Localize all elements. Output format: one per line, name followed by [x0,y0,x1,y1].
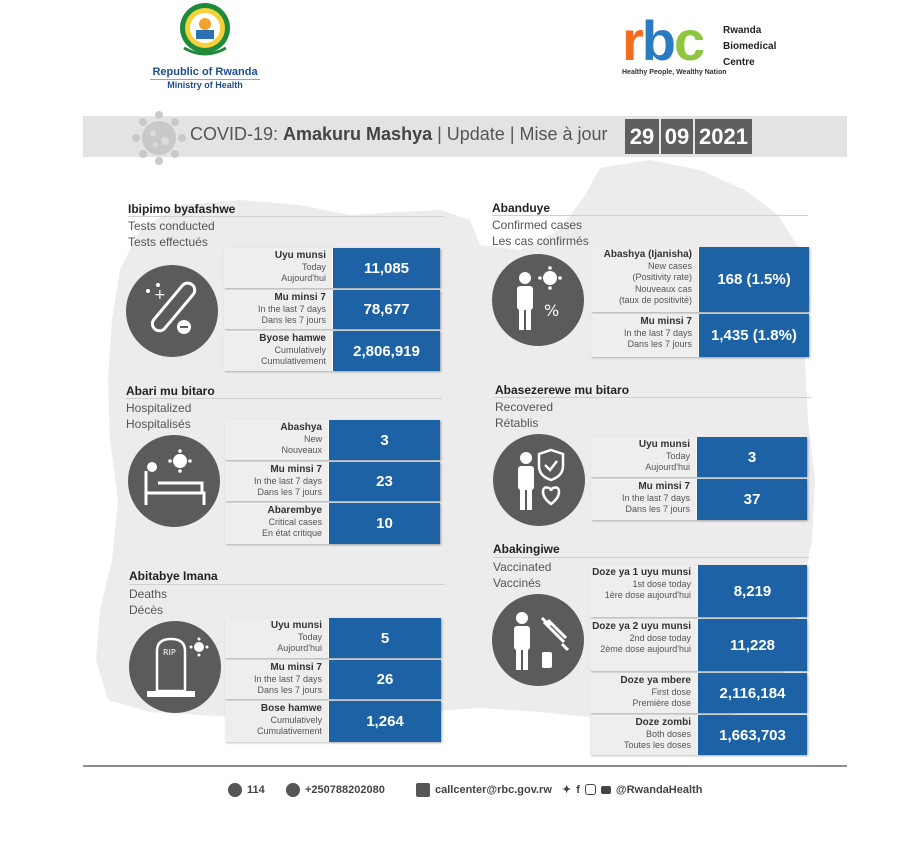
facebook-icon: f [576,783,580,796]
row-label-line: Nouveaux cas [634,283,692,294]
row-label-line: Nouveaux [281,445,322,455]
virus-icon [130,110,188,166]
table-row [224,331,440,371]
row-label-line: 1st dose today [632,578,691,589]
vaccinated-subtitle-en: Vaccinated [493,560,552,574]
row-label-line: Toutes les doses [623,740,691,750]
divider [492,215,808,216]
table-row [590,673,807,713]
row-label [591,247,699,312]
table-row [591,437,807,477]
whatsapp-icon [286,783,300,797]
person-virus-icon [492,254,584,346]
svg-text:+: + [154,287,166,303]
phone-icon [228,783,242,797]
row-label [224,331,333,371]
person-syringe-icon [492,594,584,686]
rbc-letter: b [641,9,675,72]
row-label-line: In the last 7 days [257,303,326,314]
row-label [590,715,698,755]
row-label [225,420,329,460]
divider [493,557,809,558]
deaths-subtitle-fr: Décès [129,603,164,617]
row-label [590,619,698,671]
row-label [224,290,333,329]
row-label-line: En état critique [261,528,322,538]
row-label-primary: Mu minsi 7 [640,316,692,327]
row-label-line: 2nd dose today [629,632,691,643]
svg-text:%: % [544,301,560,320]
row-label-primary: Doze ya 1 uyu munsi [592,567,691,578]
row-label-line: Aujourd'hui [277,643,322,653]
row-label-primary: Abashya [280,422,322,433]
confirmed-heading: Abanduye [492,201,551,215]
divider [129,584,445,585]
row-label [225,503,329,544]
divider [126,398,442,399]
divider [128,216,444,217]
row-label-line: Première dose [632,698,691,708]
table-row [590,715,807,755]
row-label [591,479,697,520]
row-label-primary: Doze ya mbere [620,675,691,686]
row-label-primary: Doze ya 2 uyu munsi [592,621,691,632]
row-value: 78,677 [333,290,440,329]
row-label-line: Dans les 7 jours [257,487,322,497]
table-row [225,462,440,501]
row-label-primary: Abarembye [267,505,322,516]
row-label [591,437,697,477]
row-label-line: Dans les 7 jours [627,339,692,349]
row-label-line: Dans les 7 jours [261,315,326,325]
deaths-heading: Abitabye Imana [129,569,218,583]
table-row [590,565,807,617]
test-tube-icon [126,265,218,357]
row-label [225,618,329,658]
table-row [224,290,440,329]
row-label-primary: Mu minsi 7 [270,662,322,673]
row-label-primary: Abashya (Ijanisha) [603,249,692,260]
row-label [224,248,333,288]
row-label-primary: Mu minsi 7 [270,464,322,475]
row-label-line: Critical cases [268,516,322,527]
row-value: 2,806,919 [333,331,440,371]
ministry-name: Ministry of Health [167,80,243,90]
tests-subtitle-fr: Tests effectués [128,235,208,249]
row-label-line: In the last 7 days [253,673,322,684]
youtube-icon [601,786,611,794]
row-label-line: Both doses [645,728,691,739]
row-label-line: Dans les 7 jours [257,685,322,695]
vaccinated-subtitle-fr: Vaccinés [493,576,541,590]
row-label-line: New [303,433,322,444]
confirmed-subtitle-en: Confirmed cases [492,218,583,232]
footer-phone: 114 [228,783,265,797]
twitter-icon: ✦ [562,784,572,796]
row-label-line: First dose [651,686,691,697]
hospitalized-heading: Abari mu bitaro [126,384,215,398]
row-label-line: (taux de positivité) [618,295,692,305]
tombstone-icon [129,621,221,713]
row-label-line: 1ère dose aujourd'hui [604,590,691,600]
person-shield-icon [493,434,585,526]
hospitalized-subtitle-en: Hospitalized [126,401,192,415]
row-label-line: Aujourd'hui [645,462,690,472]
row-value: 37 [697,479,807,520]
row-label-primary: Mu minsi 7 [638,481,690,492]
row-label-primary: Mu minsi 7 [274,292,326,303]
row-label-line: Cumulatively [270,714,322,725]
row-label [591,314,699,357]
vaccinated-heading: Abakingiwe [493,542,560,556]
confirmed-subtitle-fr: Les cas confirmés [492,234,589,248]
row-label-line: In the last 7 days [253,475,322,486]
row-value: 2,116,184 [698,673,807,713]
page-title: COVID-19: Amakuru Mashya | Update | Mise à jour [190,124,608,144]
row-label-primary: Uyu munsi [270,620,322,631]
row-value: 3 [329,420,440,460]
rbc-logo [622,9,704,72]
row-label-primary: Bose hamwe [260,703,322,714]
table-row [224,248,440,288]
row-value: 11,228 [698,619,807,671]
table-row [591,479,807,520]
footer-email[interactable]: callcenter@rbc.gov.rw [416,783,552,797]
table-row [590,619,807,671]
row-value: 3 [697,437,807,477]
row-value: 26 [329,660,441,699]
table-row [225,503,440,544]
row-label [225,701,329,742]
row-value: 168 (1.5%) [699,247,809,312]
row-label [590,673,698,713]
row-label-line: In the last 7 days [623,327,692,338]
row-value: 1,663,703 [698,715,807,755]
table-row [591,314,809,357]
footer-divider [83,765,847,767]
hospitalized-subtitle-fr: Hospitalisés [126,417,191,431]
table-row [225,618,441,658]
row-label-line: Cumulatively [274,344,326,355]
date-year: 2021 [695,119,752,154]
row-label-line: (Positivity rate) [632,272,692,282]
row-value: 23 [329,462,440,501]
table-row [225,660,441,699]
row-label [225,462,329,501]
row-label-line: Today [297,631,322,642]
tombstone-rip: RIP [163,648,176,657]
date-day: 29 [625,119,659,154]
email-icon [416,783,430,797]
row-label-line: Today [665,450,690,461]
row-label-primary: Uyu munsi [274,250,326,261]
table-row [225,701,441,742]
row-label-line: Dans les 7 jours [625,504,690,514]
date-month: 09 [661,119,693,154]
row-label-primary: Uyu munsi [638,439,690,450]
footer-whatsapp: +250788202080 [286,783,385,797]
recovered-subtitle-en: Recovered [495,400,554,414]
hospital-bed-icon [128,435,220,527]
tests-subtitle-en: Tests conducted [128,219,215,233]
deaths-subtitle-en: Deaths [129,587,168,601]
rbc-tagline: Healthy People, Wealthy Nation [622,69,727,76]
table-row [225,420,440,460]
recovered-heading: Abasezerewe mu bitaro [495,383,630,397]
row-label [225,660,329,699]
rbc-letter: c [674,9,704,72]
row-value: 1,435 (1.8%) [699,314,809,357]
row-value: 10 [329,503,440,544]
rbc-letter: r [622,9,642,72]
row-label-line: 2ème dose aujourd'hui [600,644,691,654]
row-label [590,565,698,617]
row-label-line: In the last 7 days [621,492,690,503]
ministry-logo [150,2,260,90]
rwanda-emblem-icon [176,2,234,58]
rbc-full-name: Rwanda Biomedical Centre [723,25,777,68]
tests-heading: Ibipimo byafashwe [128,202,236,216]
row-label-line: New cases [647,260,692,271]
row-label-line: Today [301,261,326,272]
instagram-icon [585,784,596,795]
recovered-subtitle-fr: Rétablis [495,416,539,430]
ministry-country: Republic of Rwanda [150,66,260,80]
row-label-line: Cumulativement [260,356,326,366]
row-value: 11,085 [333,248,440,288]
row-value: 8,219 [698,565,807,617]
row-value: 1,264 [329,701,441,742]
row-label-primary: Byose hamwe [259,333,326,344]
row-value: 5 [329,618,441,658]
row-label-primary: Doze zombi [635,717,691,728]
row-label-line: Aujourd'hui [281,273,326,283]
row-label-line: Cumulativement [256,726,322,736]
table-row [591,247,809,312]
footer-social[interactable]: ✦ f @RwandaHealth [562,783,703,796]
divider [495,397,811,398]
